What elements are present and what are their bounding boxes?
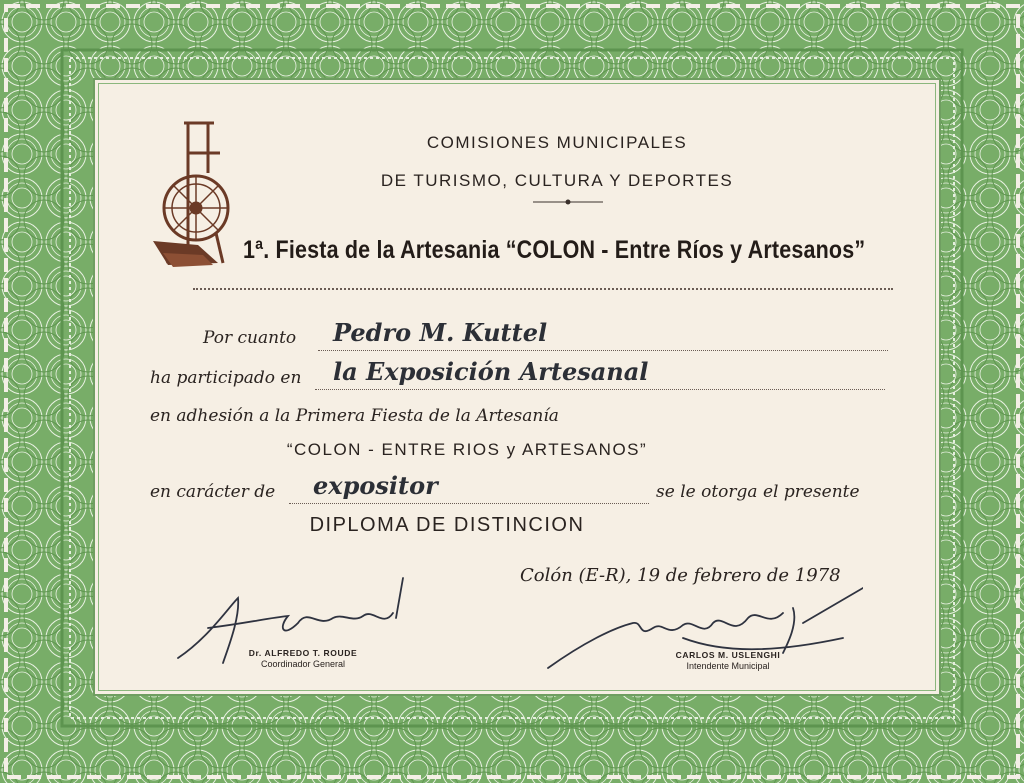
signature-caption-2	[653, 650, 803, 671]
event-dotted-line	[315, 389, 885, 390]
otorga-text: se le otorga el presente	[656, 482, 860, 502]
signer-1-role: Coordinador General	[260, 659, 346, 669]
name-dotted-line	[318, 350, 888, 351]
fiesta-name-caps: “COLON - ENTRE RIOS y ARTESANOS”	[286, 440, 648, 459]
caracter-label: en carácter de	[150, 482, 276, 502]
por-cuanto-label: Por cuanto	[203, 328, 297, 348]
certificate-paper	[93, 78, 941, 696]
event-title: 1ª. Fiesta de la Artesania “COLON - Entre Ríos y Artesanos”	[243, 236, 866, 264]
title-divider	[193, 288, 893, 290]
event-name: la Exposición Artesanal	[333, 357, 649, 386]
ornament-divider	[533, 198, 603, 206]
signer-1-name: Dr. ALFREDO T. ROUDE	[248, 648, 358, 658]
header-line-2: DE TURISMO, CULTURA Y DEPORTES	[380, 171, 734, 190]
role-value: expositor	[313, 471, 438, 500]
place-date: Colón (E-R), 19 de febrero de 1978	[520, 565, 841, 586]
diploma-heading: DIPLOMA DE DISTINCION	[309, 514, 585, 536]
role-dotted-line	[289, 503, 649, 504]
participado-label: ha participado en	[150, 368, 302, 388]
signer-2-role: Intendente Municipal	[686, 661, 770, 671]
header-line-1: COMISIONES MUNICIPALES	[426, 133, 688, 152]
signature-caption-1	[223, 648, 383, 669]
adhesion-text: en adhesión a la Primera Fiesta de la Artesanía	[150, 406, 559, 426]
signer-2-name: CARLOS M. USLENGHI	[675, 650, 781, 660]
recipient-name: Pedro M. Kuttel	[333, 318, 548, 347]
